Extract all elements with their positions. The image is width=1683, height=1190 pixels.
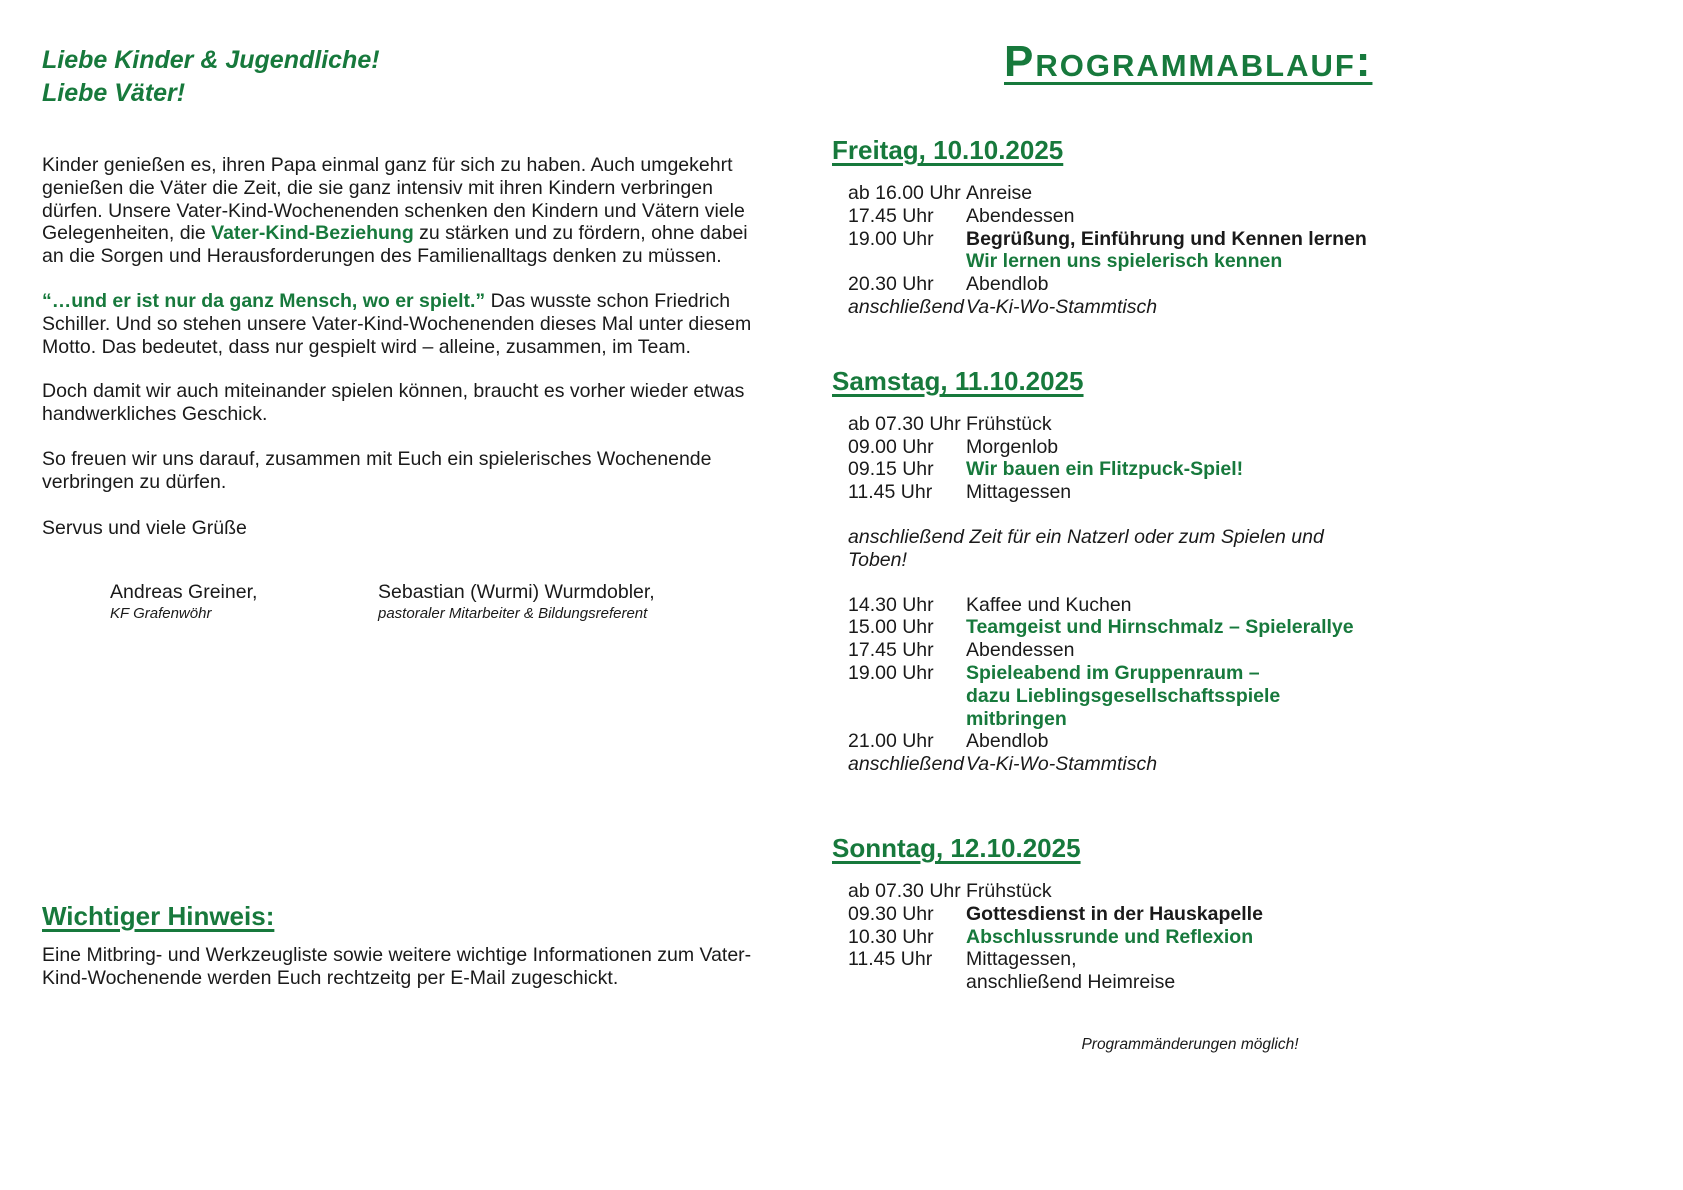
schedule-activity: [966, 273, 1380, 296]
left-column: [42, 44, 754, 1164]
schedule-activity: [966, 228, 1380, 274]
schedule-activity: [966, 903, 1380, 926]
schedule-activity-line: dazu Lieblingsgesellschaftsspiele mitbringen: [966, 684, 1281, 730]
outlook-paragraph: So freuen wir uns darauf, zusammen mit Euch ein spielerisches Wochenende verbringen zu dürfen.: [42, 447, 712, 493]
schedule-row: [848, 436, 1380, 459]
closing-line: Servus und viele Grüße: [42, 516, 247, 539]
schedule-time: 10.30 Uhr: [848, 925, 934, 948]
schedule-time: anschließend: [848, 295, 964, 318]
schedule-time: 19.00 Uhr: [848, 227, 934, 250]
schedule-activity-line: Morgenlob: [966, 435, 1059, 458]
day-section-saturday: [832, 365, 1380, 776]
schedule-row: [848, 594, 1380, 617]
schedule-row: [848, 296, 1380, 319]
schedule-row: [848, 182, 1380, 205]
schedule-activity-line: Begrüßung, Einführung und Kennen lernen: [966, 227, 1367, 250]
schedule-time: 21.00 Uhr: [848, 730, 934, 753]
schedule-row: [848, 880, 1380, 903]
schedule-time: 14.30 Uhr: [848, 593, 934, 616]
schedule-activity-line: Abendessen: [966, 204, 1075, 227]
schedule-row: [848, 926, 1380, 949]
schedule-activity: [966, 413, 1380, 436]
schedule-activity-line: Va-Ki-Wo-Stammtisch: [966, 753, 1158, 776]
schedule-activity: [966, 296, 1380, 319]
schedule-time: 11.45 Uhr: [848, 948, 933, 971]
intro-text-after: zu stärken und zu fördern, ohne dabei an die Sorgen und Herausforderungen des Familienalltags denken zu müssen.: [42, 222, 748, 268]
schedule-activity: [966, 948, 1380, 994]
day-heading: Freitag, 10.10.2025: [832, 135, 1064, 165]
schedule-activity-line: Abendlob: [966, 730, 1049, 753]
schiller-quote: “…und er ist nur da ganz Mensch, wo er spielt.”: [42, 289, 486, 312]
schedule-time: anschließend: [848, 753, 964, 776]
schedule-row: [848, 413, 1380, 436]
greeting-line-1: Liebe Kinder & Jugendliche!: [42, 46, 380, 74]
day-heading: Samstag, 11.10.2025: [832, 365, 1084, 396]
schedule-activity: [966, 481, 1380, 504]
schedule-row: [848, 753, 1380, 776]
schedule-activity-line: Mittagessen: [966, 481, 1072, 504]
greeting-line-2: Liebe Väter!: [42, 79, 186, 107]
notice-heading: Wichtiger Hinweis:: [42, 901, 275, 931]
schedule-row: [848, 273, 1380, 296]
intro-paragraph: [42, 154, 754, 268]
schedule-row: [848, 948, 1380, 994]
greeting-heading: [42, 44, 754, 110]
schedule-row: [848, 205, 1380, 228]
schedule-row: [848, 639, 1380, 662]
schedule-time: 17.45 Uhr: [848, 204, 934, 227]
schedule-activity: [966, 594, 1380, 617]
quote-explanation: Das wusste schon Friedrich Schiller. Und so stehen unsere Vater-Kind-Wochenenden dieses Mal unter diesem Motto. Das bedeutet, dass nur gespielt wird – alleine, zusammen, im Team.: [42, 289, 752, 358]
notice-text: Eine Mitbring- und Werkzeugliste sowie weitere wichtige Informationen zum Vater-Kind-Wochenende werden Euch rechtzeitg per E-Mail zugeschickt.: [42, 944, 752, 989]
intro-highlight: Vater-Kind-Beziehung: [211, 222, 414, 245]
quote-paragraph: [42, 290, 754, 358]
schedule-activity-line: Abendlob: [966, 273, 1049, 296]
day-section-sunday: [832, 832, 1380, 994]
signature-name: Andreas Greiner,: [110, 581, 258, 604]
schedule-row: [848, 730, 1380, 753]
craft-paragraph: Doch damit wir auch miteinander spielen können, braucht es vorher wieder etwas handwerkliches Geschick.: [42, 380, 745, 426]
signature-name: Sebastian (Wurmi) Wurmdobler,: [378, 581, 655, 604]
day-section-friday: [832, 134, 1380, 319]
schedule-activity-line: Wir lernen uns spielerisch kennen: [966, 250, 1283, 273]
schedule-activity-line: Abschlussrunde und Reflexion: [966, 925, 1254, 948]
schedule-activity-line: anschließend Heimreise: [966, 971, 1176, 994]
signatures: [42, 581, 754, 651]
schedule-time: ab 07.30 Uhr: [848, 412, 961, 435]
schedule-activity-line: Frühstück: [966, 879, 1052, 902]
schedule-time: 17.45 Uhr: [848, 639, 934, 662]
important-notice: [42, 900, 754, 1012]
schedule-activity-line: Anreise: [966, 182, 1033, 204]
schedule-note: anschließend Zeit für ein Natzerl oder zum Spielen und Toben!: [848, 525, 1324, 571]
schedule-activity-line: Teamgeist und Hirnschmalz – Spielerallye: [966, 616, 1354, 639]
schedule-activity-line: Abendessen: [966, 639, 1075, 662]
right-column: [832, 36, 1380, 1057]
schedule-activity: [966, 639, 1380, 662]
day-schedule: [832, 182, 1380, 319]
schedule-activity-line: Va-Ki-Wo-Stammtisch: [966, 295, 1158, 318]
program-change-note: Programmänderungen möglich!: [1081, 1035, 1299, 1053]
signature-role: KF Grafenwöhr: [110, 605, 212, 623]
schedule-row: [848, 458, 1380, 481]
schedule-time: 19.00 Uhr: [848, 661, 934, 684]
schedule-activity-line: Mittagessen,: [966, 948, 1077, 971]
schedule-row: [848, 228, 1380, 274]
program-title: Programmablauf:: [1004, 37, 1373, 86]
signature-block: [110, 581, 257, 623]
schedule-time: 15.00 Uhr: [848, 616, 934, 639]
day-heading: Sonntag, 12.10.2025: [832, 832, 1081, 863]
schedule-activity: [966, 205, 1380, 228]
schedule-time: 20.30 Uhr: [848, 273, 934, 296]
schedule-activity: [966, 880, 1380, 903]
schedule-activity: [966, 616, 1380, 639]
schedule-activity-line: Spieleabend im Gruppenraum –: [966, 661, 1260, 684]
schedule-activity: [966, 662, 1380, 730]
schedule-activity: [966, 753, 1380, 776]
day-schedule: [832, 880, 1380, 994]
schedule-activity: [966, 436, 1380, 459]
schedule-time: 09.30 Uhr: [848, 902, 934, 925]
signature-block: [378, 581, 655, 623]
schedule-activity-line: Frühstück: [966, 412, 1052, 435]
schedule-activity: [966, 458, 1380, 481]
signature-role: pastoraler Mitarbeiter & Bildungsreferent: [378, 605, 648, 623]
schedule-activity-line: Gottesdienst in der Hauskapelle: [966, 902, 1263, 925]
schedule-activity: [966, 730, 1380, 753]
schedule-row: [848, 481, 1380, 504]
schedule-time: 09.00 Uhr: [848, 435, 934, 458]
schedule-time: 11.45 Uhr: [848, 481, 933, 504]
schedule-activity: [966, 926, 1380, 949]
schedule-row: [848, 662, 1380, 730]
schedule-row: [848, 903, 1380, 926]
day-schedule: [832, 413, 1380, 776]
schedule-row: [848, 616, 1380, 639]
schedule-activity-line: Kaffee und Kuchen: [966, 593, 1132, 616]
intro-text-before: Kinder genießen es, ihren Papa einmal ganz für sich zu haben. Auch umgekehrt genießen die Väter die Zeit, die sie ganz intensiv mit ihren Kindern verbringen dürfen. Unsere Vater-Kind-Wochenenden schenken den Kindern und Vätern viele Gelegenheiten, die: [42, 154, 745, 245]
schedule-time: ab 16.00 Uhr: [848, 182, 961, 204]
schedule-time: ab 07.30 Uhr: [848, 879, 961, 902]
schedule-activity-line: Wir bauen ein Flitzpuck-Spiel!: [966, 458, 1244, 481]
schedule-activity: [966, 182, 1380, 205]
schedule-time: 09.15 Uhr: [848, 458, 934, 481]
